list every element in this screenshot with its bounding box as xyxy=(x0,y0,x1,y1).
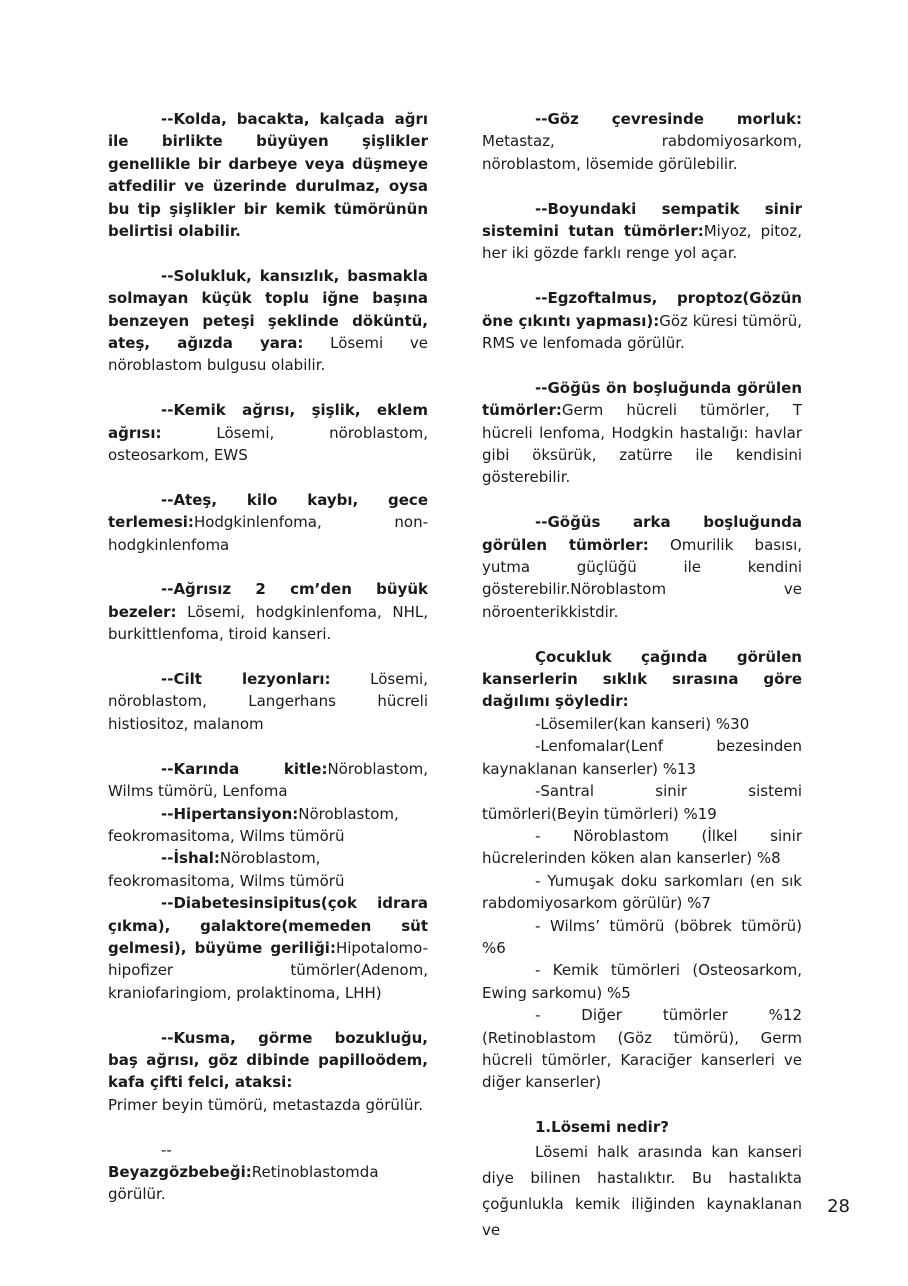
paragraph-white-pupil: --Beyazgözbebeği:Retinoblastomda görülür. xyxy=(108,1140,379,1204)
paragraph-diabetes-insipidus: --Diabetesinsipitus(çok idrara çıkma), galaktore(memeden süt gelmesi), büyüme geriliği:Hipotalomo-hipofizer tümörler(Adenom, kraniofaringiom, prolaktinoma, LHH) xyxy=(108,894,428,1002)
section-heading: 1.Lösemi nedir? xyxy=(535,1118,669,1137)
list-item: -Santral sinir sistemi tümörleri(Beyin tümörleri) %19 xyxy=(482,782,802,823)
list-item: - Kemik tümörleri (Osteosarkom, Ewing sarkomu) %5 xyxy=(482,961,802,1002)
list-item: - Nöroblastom (İlkel sinir hücrelerinden köken alan kanserler) %8 xyxy=(482,826,802,868)
paragraph-anterior-chest: --Göğüs ön boşluğunda görülen tümörler:Germ hücreli tümörler, T hücreli lenfoma, Hodgkin hastalığı: havlar gibi öksürük, zatürre ile kendisini gösterebilir. xyxy=(482,378,802,487)
paragraph-skin-lesions: --Cilt lezyonları: Lösemi, nöroblastom, Langerhans hücreli histiositoz, malanom xyxy=(108,670,428,733)
paragraph-brain-tumor: Primer beyin tümörü, metastazda görülür. xyxy=(108,1095,424,1114)
paragraph-exophthalmos: --Egzoftalmus, proptoz(Gözün öne çıkıntı yapması):Göz küresi tümörü, RMS ve lenfomada görülür. xyxy=(482,289,802,353)
paragraph-posterior-chest: --Göğüs arka boşluğunda görülen tümörler: Omurilik basısı, yutma güçlüğü ile kendini gösterebilir.Nöroblastom ve nöroenterikkistdir. xyxy=(482,513,802,621)
paragraph-hypertension: --Hipertansiyon:Nöroblastom, feokromasitoma, Wilms tümörü xyxy=(108,804,399,845)
list-item: -Lenfomalar(Lenf bezesinden kaynaklanan kanserler) %13 xyxy=(482,737,802,778)
paragraph-vomiting: --Kusma, görme bozukluğu, baş ağrısı, göz dibinde papilloödem, kafa çifti felci, ataksi: xyxy=(108,1028,428,1092)
paragraph-pallor: --Solukluk, kansızlık, basmakla solmayan küçük toplu iğne başına benzeyen peteşi şeklinde döküntü, ateş, ağızda yara: Lösemi ve nöroblastom bulgusu olabilir. xyxy=(108,266,428,375)
list-item: - Diğer tümörler %12 (Retinoblastom (Göz tümörü), Germ hücreli tümörler, Karaciğer kanserleri ve diğer kanserler) xyxy=(482,1006,802,1092)
right-column xyxy=(482,108,802,1243)
paragraph-eye-bruising: --Göz çevresinde morluk: Metastaz, rabdomiyosarkom, nöroblastom, lösemide görülebilir. xyxy=(482,110,802,173)
paragraph-leukemia: Lösemi halk arasında kan kanseri diye bilinen hastalıktır. Bu hastalıkta çoğunlukla kemik iliğinden kaynaklanan ve xyxy=(482,1142,802,1239)
list-item: -Lösemiler(kan kanseri) %30 xyxy=(535,714,750,733)
left-column xyxy=(108,108,428,1228)
paragraph-abdominal-mass: --Karında kitle:Nöroblastom, Wilms tümörü, Lenfoma xyxy=(108,759,428,801)
paragraph-glands: --Ağrısız 2 cm’den büyük bezeler: Lösemi, hodgkinlenfoma, NHL, burkittlenfoma, tiroid kanseri. xyxy=(108,580,428,644)
paragraph-fever: --Ateş, kilo kaybı, gece terlemesi:Hodgkinlenfoma, non-hodgkinlenfoma xyxy=(108,490,428,554)
page-number: 28 xyxy=(827,1196,850,1217)
list-item: - Wilms’ tümörü (böbrek tümörü) %6 xyxy=(482,916,802,957)
list-item: - Yumuşak doku sarkomları (en sık rabdomiyosarkom görülür) %7 xyxy=(482,871,802,913)
paragraph-sympathetic: --Boyundaki sempatik sinir sistemini tutan tümörler:Miyoz, pitoz, her iki gözde farklı renge yol açar. xyxy=(482,199,802,263)
paragraph-diarrhea: --İshal:Nöroblastom, feokromasitoma, Wilms tümörü xyxy=(108,849,345,890)
paragraph-bone-swelling: --Kolda, bacakta, kalçada ağrı ile birlikte büyüyen şişlikler genellikle bir darbeye veya düşmeye atfedilir ve üzerinde durulmaz, oysa bu tip şişlikler bir kemik tümörünün belirtisi olabilir. xyxy=(108,110,428,241)
paragraph-bone-pain: --Kemik ağrısı, şişlik, eklem ağrısı: Lösemi, nöroblastom, osteosarkom, EWS xyxy=(108,401,428,465)
paragraph-distribution-heading: Çocukluk çağında görülen kanserlerin sıklık sırasına göre dağılımı şöyledir: xyxy=(482,647,802,711)
